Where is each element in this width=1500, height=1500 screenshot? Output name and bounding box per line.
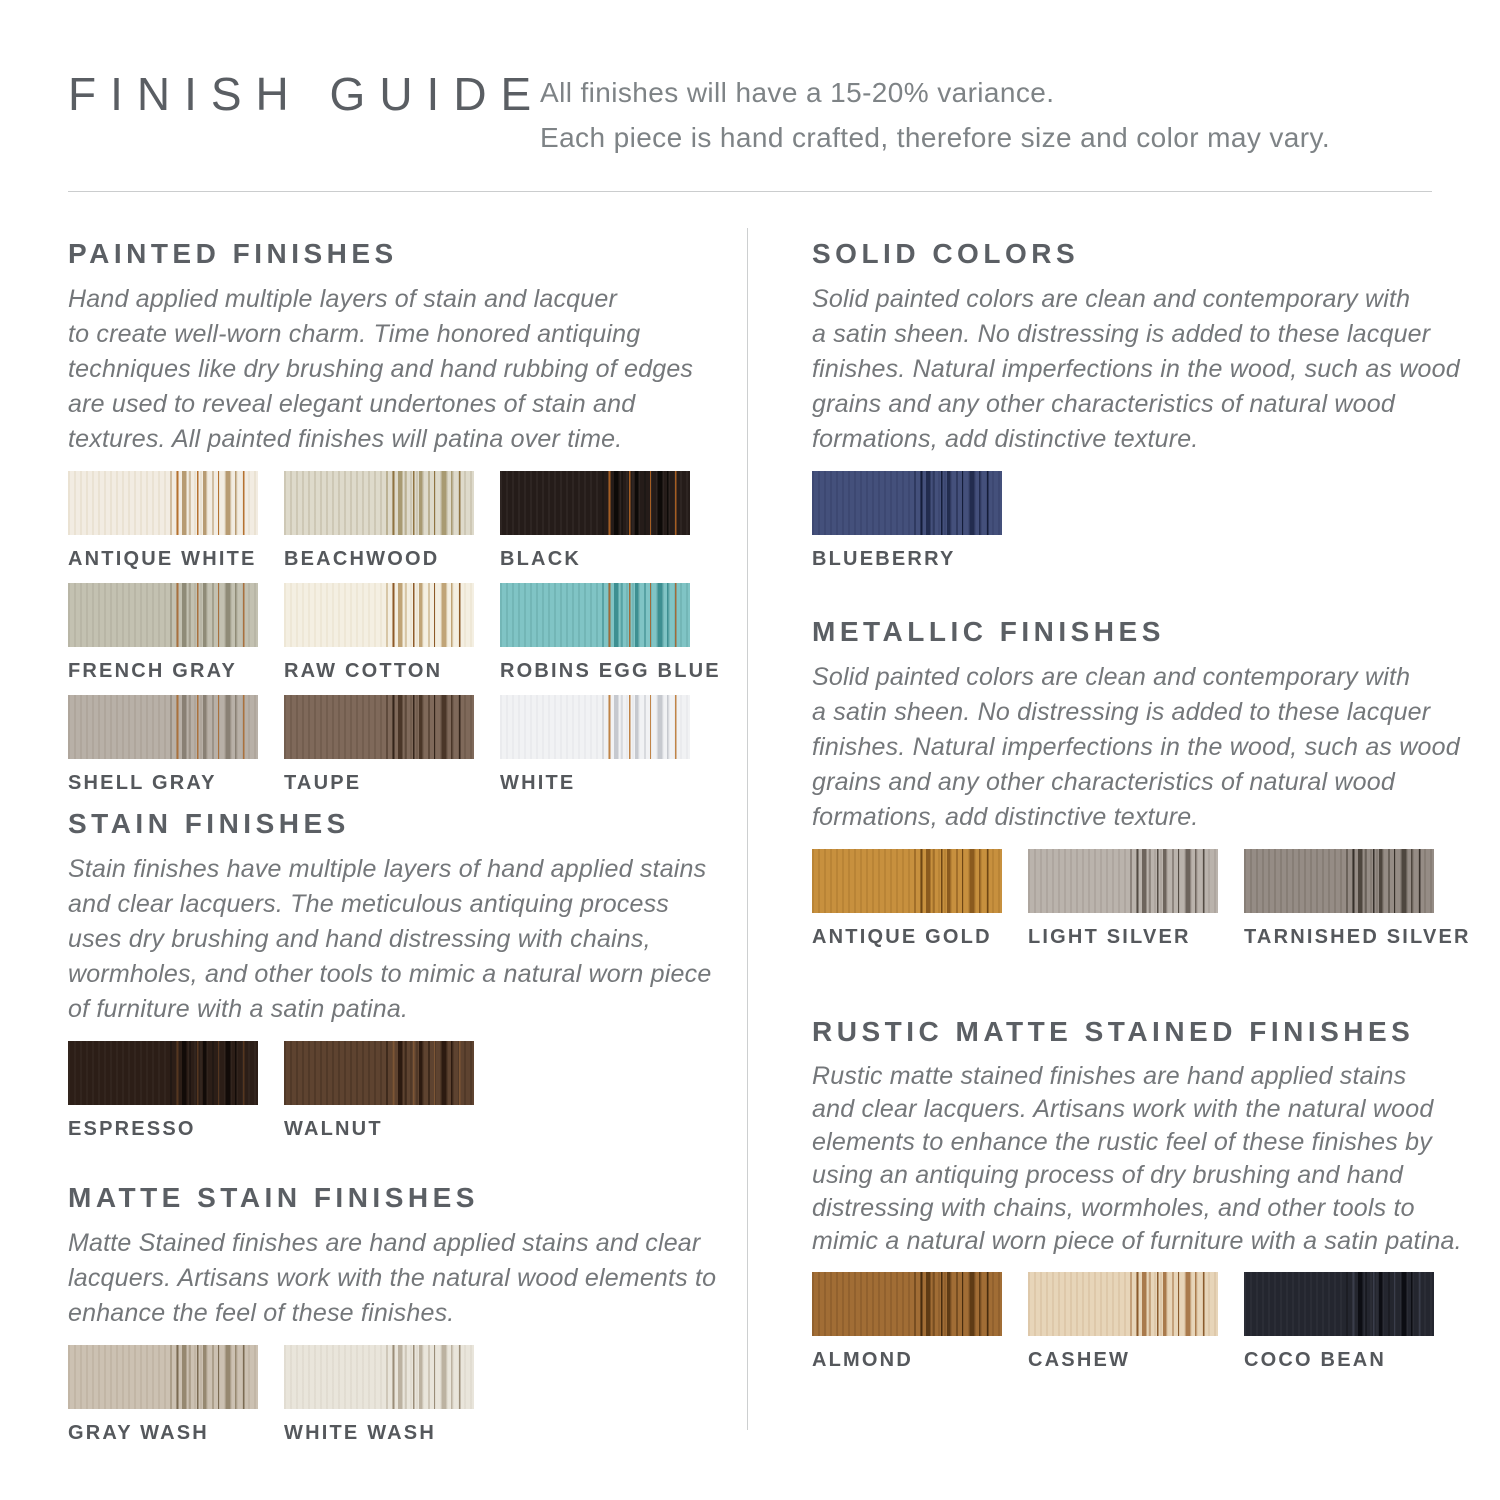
swatch-label-espresso: ESPRESSO [68, 1118, 196, 1140]
swatch-gray-wash [68, 1345, 258, 1445]
swatch-beachwood [284, 471, 474, 571]
description-line: Stain finishes have multiple layers of hand applied stains [68, 855, 707, 883]
subtitle-line-2: Each piece is hand crafted, therefore size and color may vary. [540, 122, 1331, 153]
description-line: elements to enhance the rustic feel of these finishes by [812, 1128, 1432, 1156]
description-line: distressing with chains, wormholes, and other tools to [812, 1194, 1415, 1222]
swatch-label-shell-gray: SHELL GRAY [68, 772, 217, 794]
swatch-label-raw-cotton: RAW COTTON [284, 660, 443, 682]
swatch-blueberry [812, 471, 1002, 571]
swatch-chip-beachwood [284, 471, 474, 535]
swatch-chip-shell-gray [68, 695, 258, 759]
description-line: techniques like dry brushing and hand rubbing of edges [68, 355, 694, 383]
swatch-chip-french-gray [68, 583, 258, 647]
swatch-chip-espresso [68, 1041, 258, 1105]
swatch-label-white: WHITE [500, 772, 576, 794]
swatch-label-taupe: TAUPE [284, 772, 362, 794]
description-line: and clear lacquers. The meticulous antiquing process [68, 890, 670, 918]
swatch-french-gray [68, 583, 258, 683]
swatch-black [500, 471, 690, 571]
swatch-chip-white-wash [284, 1345, 474, 1409]
description-line: mimic a natural worn piece of furniture with a satin patina. [812, 1227, 1462, 1255]
swatch-chip-cashew [1028, 1272, 1218, 1336]
section-description [812, 282, 1460, 457]
description-line: are used to reveal elegant undertones of stain and [68, 390, 636, 418]
swatch-label-coco-bean: COCO BEAN [1244, 1349, 1387, 1371]
description-line: textures. All painted finishes will patina over time. [68, 425, 623, 453]
description-line: enhance the feel of these finishes. [68, 1299, 455, 1327]
swatch-chip-antique-white [68, 471, 258, 535]
swatch-light-silver [1028, 849, 1218, 949]
swatch-antique-gold [812, 849, 1002, 949]
swatch-chip-light-silver [1028, 849, 1218, 913]
swatch-chip-antique-gold [812, 849, 1002, 913]
section-description [68, 282, 716, 457]
page-subtitle [540, 70, 1330, 160]
section-solid-colors [812, 238, 1460, 571]
swatch-tarnished-silver [1244, 849, 1471, 949]
description-line: finishes. Natural imperfections in the wood, such as wood [812, 733, 1460, 761]
swatch-chip-tarnished-silver [1244, 849, 1434, 913]
section-description [812, 660, 1460, 835]
section-heading-painted-finishes: PAINTED FINISHES [68, 238, 398, 269]
section-matte-stain-finishes [68, 1182, 716, 1445]
swatch-label-almond: ALMOND [812, 1349, 913, 1371]
description-line: to create well-worn charm. Time honored antiquing [68, 320, 641, 348]
section-description [812, 1060, 1460, 1258]
swatch-grid-metallic [812, 849, 1471, 949]
description-line: finishes. Natural imperfections in the wood, such as wood [812, 355, 1460, 383]
swatch-chip-coco-bean [1244, 1272, 1434, 1336]
description-line: formations, add distinctive texture. [812, 425, 1199, 453]
swatch-espresso [68, 1041, 258, 1141]
swatch-grid-stain [68, 1041, 716, 1141]
description-line: Solid painted colors are clean and contemporary with [812, 663, 1411, 691]
swatch-chip-walnut [284, 1041, 474, 1105]
swatch-label-white-wash: WHITE WASH [284, 1422, 436, 1444]
description-line: Solid painted colors are clean and contemporary with [812, 285, 1411, 313]
swatch-chip-gray-wash [68, 1345, 258, 1409]
section-rustic-matte-stained-finishes [812, 1016, 1460, 1372]
description-line: Matte Stained finishes are hand applied stains and clear [68, 1229, 701, 1257]
section-metallic-finishes [812, 616, 1471, 949]
description-line: and clear lacquers. Artisans work with the natural wood [812, 1095, 1434, 1123]
swatch-label-black: BLACK [500, 548, 581, 570]
swatch-label-robins-egg-blue: ROBINS EGG BLUE [500, 660, 721, 682]
header-divider [68, 191, 1432, 192]
description-line: a satin sheen. No distressing is added to these lacquer [812, 698, 1431, 726]
section-heading-stain-finishes: STAIN FINISHES [68, 808, 350, 839]
swatch-grid-matte-stain [68, 1345, 716, 1445]
swatch-label-blueberry: BLUEBERRY [812, 548, 956, 570]
swatch-label-gray-wash: GRAY WASH [68, 1422, 209, 1444]
subtitle-line-1: All finishes will have a 15-20% variance. [540, 77, 1055, 108]
description-line: Hand applied multiple layers of stain and lacquer [68, 285, 618, 313]
description-line: Rustic matte stained finishes are hand applied stains [812, 1062, 1407, 1090]
swatch-white-wash [284, 1345, 474, 1445]
swatch-label-tarnished-silver: TARNISHED SILVER [1244, 926, 1471, 948]
swatch-label-antique-gold: ANTIQUE GOLD [812, 926, 992, 948]
description-line: using an antiquing process of dry brushing and hand [812, 1161, 1404, 1189]
swatch-chip-robins-egg-blue [500, 583, 690, 647]
section-heading-rustic-matte-stained-finishes: RUSTIC MATTE STAINED FINISHES [812, 1016, 1415, 1047]
swatch-taupe [284, 695, 474, 795]
swatch-label-french-gray: FRENCH GRAY [68, 660, 238, 682]
swatch-label-antique-white: ANTIQUE WHITE [68, 548, 257, 570]
description-line: grains and any other characteristics of natural wood [812, 768, 1395, 796]
description-line: formations, add distinctive texture. [812, 803, 1199, 831]
section-painted-finishes [68, 238, 721, 795]
swatch-almond [812, 1272, 1002, 1372]
section-heading-matte-stain-finishes: MATTE STAIN FINISHES [68, 1182, 479, 1213]
section-description [68, 1226, 716, 1331]
swatch-chip-white [500, 695, 690, 759]
description-line: a satin sheen. No distressing is added to these lacquer [812, 320, 1431, 348]
swatch-coco-bean [1244, 1272, 1434, 1372]
swatch-label-beachwood: BEACHWOOD [284, 548, 440, 570]
swatch-chip-almond [812, 1272, 1002, 1336]
section-description [68, 852, 716, 1027]
description-line: of furniture with a satin patina. [68, 995, 409, 1023]
swatch-robins-egg-blue [500, 583, 721, 683]
swatch-walnut [284, 1041, 474, 1141]
swatch-label-cashew: CASHEW [1028, 1349, 1131, 1371]
swatch-chip-black [500, 471, 690, 535]
swatch-white [500, 695, 690, 795]
swatch-grid-painted [68, 471, 721, 795]
swatch-raw-cotton [284, 583, 474, 683]
description-line: lacquers. Artisans work with the natural wood elements to [68, 1264, 717, 1292]
swatch-chip-raw-cotton [284, 583, 474, 647]
description-line: wormholes, and other tools to mimic a natural worn piece [68, 960, 712, 988]
swatch-grid-solid [812, 471, 1460, 571]
swatch-chip-taupe [284, 695, 474, 759]
swatch-cashew [1028, 1272, 1218, 1372]
swatch-label-light-silver: LIGHT SILVER [1028, 926, 1191, 948]
section-stain-finishes [68, 808, 716, 1141]
swatch-grid-rustic [812, 1272, 1460, 1372]
swatch-antique-white [68, 471, 258, 571]
description-line: grains and any other characteristics of natural wood [812, 390, 1395, 418]
section-heading-metallic-finishes: METALLIC FINISHES [812, 616, 1165, 647]
swatch-label-walnut: WALNUT [284, 1118, 383, 1140]
swatch-shell-gray [68, 695, 258, 795]
description-line: uses dry brushing and hand distressing with chains, [68, 925, 651, 953]
swatch-chip-blueberry [812, 471, 1002, 535]
page-title: FINISH GUIDE [68, 68, 546, 120]
section-heading-solid-colors: SOLID COLORS [812, 238, 1080, 269]
column-divider [747, 228, 748, 1430]
